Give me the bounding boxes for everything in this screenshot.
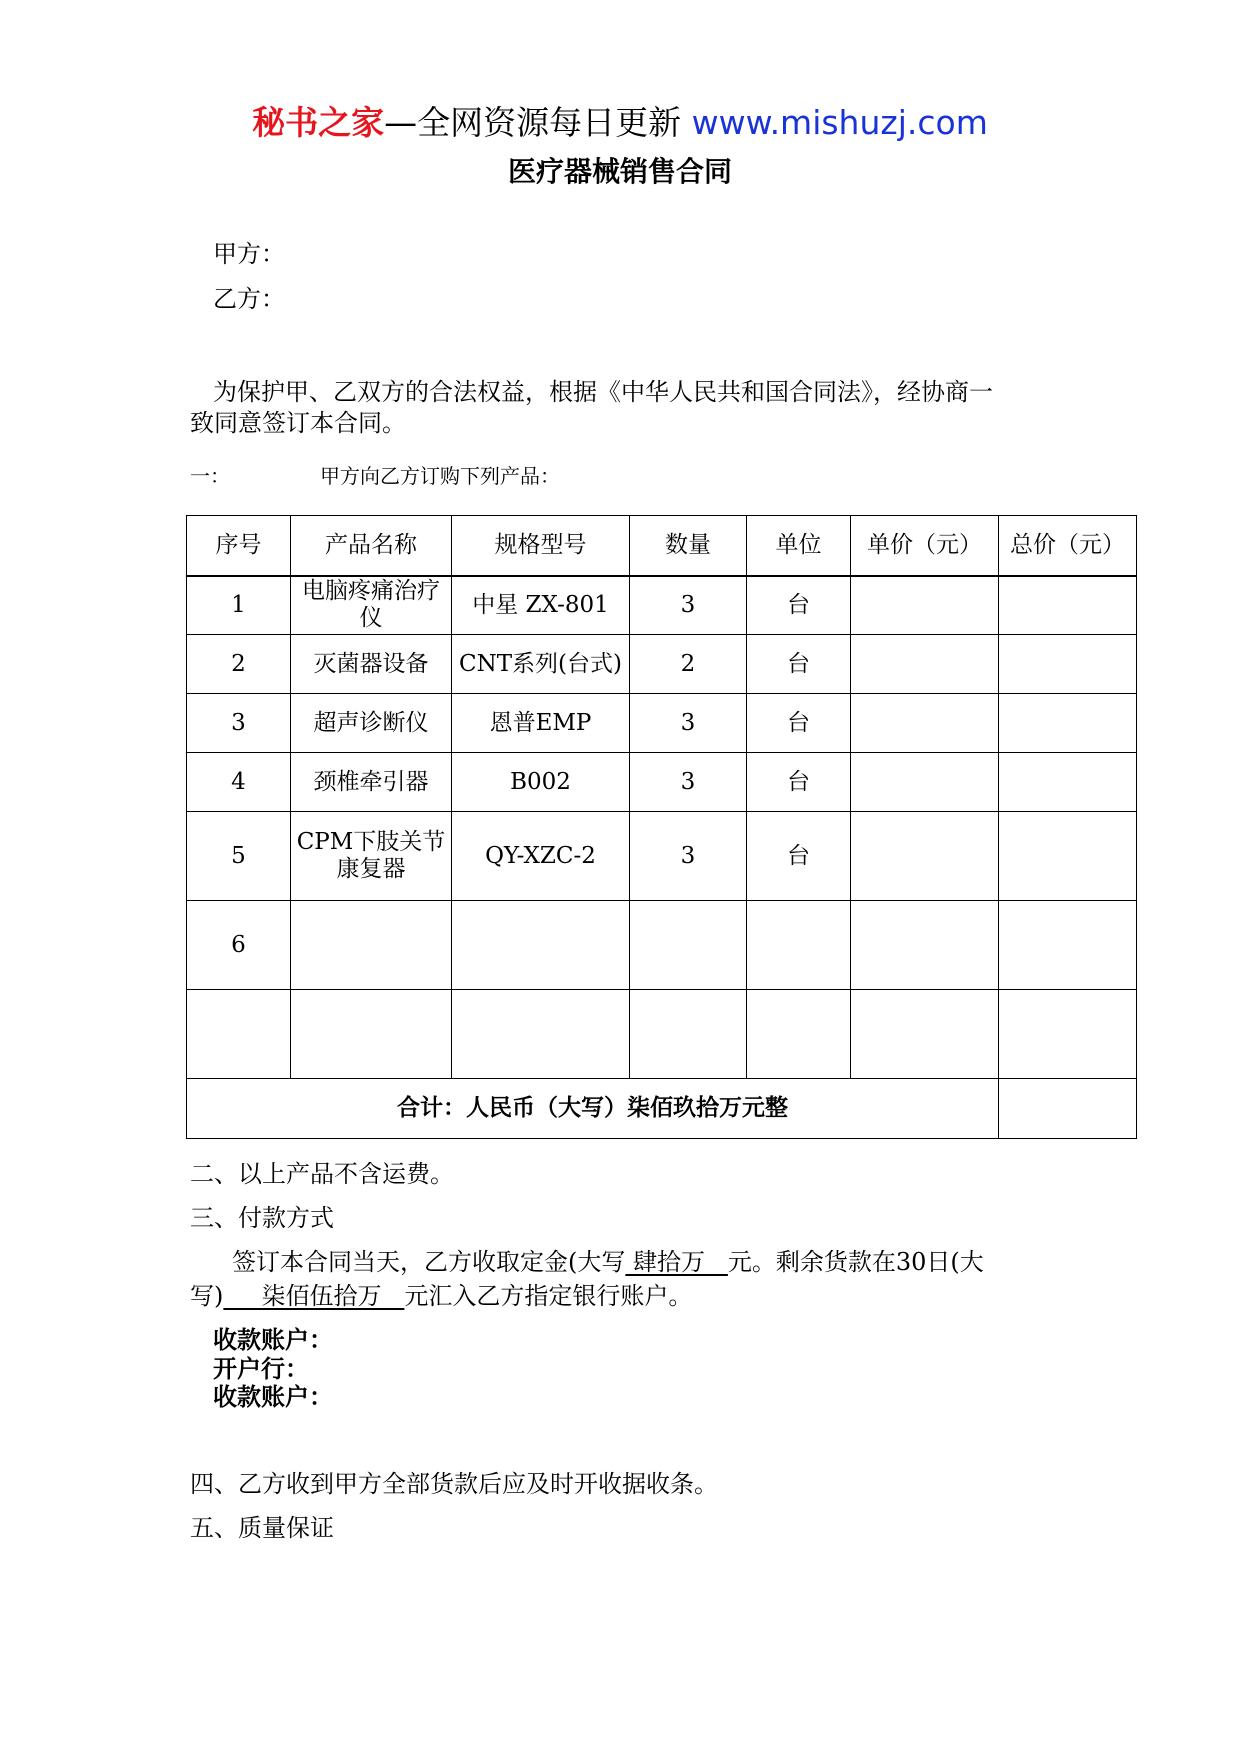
cell-no: 5 [187, 812, 291, 901]
payee-account-label: 收款账户： [213, 1326, 333, 1354]
table-total-row [187, 1079, 1137, 1139]
section-5-heading: 五、质量保证 [190, 1514, 334, 1542]
table-row [187, 901, 1137, 990]
cell-model: 中星 ZX-801 [452, 576, 630, 635]
cell-price [851, 990, 999, 1079]
site-banner [0, 100, 1240, 146]
cell-unit: 台 [747, 753, 851, 812]
cell-total [999, 753, 1137, 812]
product-table [186, 515, 1137, 1139]
payment-terms-line [190, 1280, 692, 1312]
balance-amount: 柒佰伍拾万 [223, 1282, 405, 1310]
section-3-heading: 三、付款方式 [190, 1204, 334, 1232]
cell-name: 灭菌器设备 [291, 635, 452, 694]
cell-unit: 台 [747, 635, 851, 694]
cell-model [452, 901, 630, 990]
cell-qty [630, 901, 747, 990]
total-amount-label: 合计：人民币（大写）柒佰玖拾万元整 [187, 1079, 999, 1139]
column-header-price: 单价（元） [851, 516, 999, 576]
payment-text: 元汇入乙方指定银行账户。 [404, 1282, 693, 1310]
section-1-number: 一： [190, 464, 230, 488]
bank-label: 开户行： [213, 1355, 309, 1383]
cell-total [999, 901, 1137, 990]
cell-price [851, 635, 999, 694]
cell-no: 3 [187, 694, 291, 753]
preamble-line: 致同意签订本合同。 [190, 409, 406, 437]
cell-no [187, 990, 291, 1079]
cell-price [851, 576, 999, 635]
cell-no: 6 [187, 901, 291, 990]
table-row [187, 576, 1137, 635]
cell-price [851, 694, 999, 753]
cell-model [452, 990, 630, 1079]
cell-qty: 3 [630, 694, 747, 753]
column-header-no: 序号 [187, 516, 291, 576]
cell-name [291, 990, 452, 1079]
party-a-label: 甲方： [213, 240, 285, 268]
column-header-name: 产品名称 [291, 516, 452, 576]
cell-unit: 台 [747, 812, 851, 901]
document-title: 医疗器械销售合同 [507, 155, 732, 188]
cell-qty [630, 990, 747, 1079]
table-row [187, 753, 1137, 812]
table-row [187, 694, 1137, 753]
cell-unit: 台 [747, 694, 851, 753]
cell-name: 颈椎牵引器 [291, 753, 452, 812]
receiving-account-label: 收款账户： [213, 1383, 333, 1411]
column-header-model: 规格型号 [452, 516, 630, 576]
payment-terms-line [232, 1246, 984, 1278]
cell-no: 2 [187, 635, 291, 694]
cell-model: CNT系列(台式) [452, 635, 630, 694]
payment-text: 签订本合同当天，乙方收取定金(大写 [232, 1248, 626, 1276]
cell-name [291, 901, 452, 990]
cell-price [851, 901, 999, 990]
cell-price [851, 812, 999, 901]
party-b-label: 乙方： [213, 285, 285, 313]
cell-price [851, 753, 999, 812]
cell-total [999, 694, 1137, 753]
cell-qty: 3 [630, 812, 747, 901]
cell-qty: 3 [630, 753, 747, 812]
total-amount-value [999, 1079, 1137, 1139]
site-brand: 秘书之家 [252, 103, 385, 142]
column-header-qty: 数量 [630, 516, 747, 576]
preamble-line: 为保护甲、乙双方的合法权益，根据《中华人民共和国合同法》，经协商一 [213, 378, 993, 406]
cell-total [999, 635, 1137, 694]
table-row [187, 812, 1137, 901]
payment-text: 元。剩余货款在30日(大 [727, 1248, 984, 1276]
cell-model: 恩普EMP [452, 694, 630, 753]
column-header-unit: 单位 [747, 516, 851, 576]
column-header-total: 总价（元） [999, 516, 1137, 576]
table-header-row [187, 516, 1137, 576]
section-4-text: 四、乙方收到甲方全部货款后应及时开收据收条。 [190, 1470, 718, 1498]
cell-name: 电脑疼痛治疗仪 [291, 576, 452, 635]
cell-total [999, 812, 1137, 901]
table-row [187, 990, 1137, 1079]
cell-model: B002 [452, 753, 630, 812]
site-slogan: —全网资源每日更新 [384, 103, 692, 142]
cell-no: 1 [187, 576, 291, 635]
cell-total [999, 576, 1137, 635]
deposit-amount: 肆拾万 [625, 1248, 728, 1276]
cell-unit: 台 [747, 576, 851, 635]
site-url-link[interactable]: www.mishuzj.com [691, 103, 988, 142]
cell-unit [747, 901, 851, 990]
payment-text: 写) [190, 1282, 224, 1310]
cell-no: 4 [187, 753, 291, 812]
table-row [187, 635, 1137, 694]
cell-qty: 3 [630, 576, 747, 635]
section-2-text: 二、以上产品不含运费。 [190, 1160, 454, 1188]
cell-unit [747, 990, 851, 1079]
cell-total [999, 990, 1137, 1079]
cell-model: QY-XZC-2 [452, 812, 630, 901]
section-1-heading: 甲方向乙方订购下列产品： [320, 464, 560, 488]
cell-name: 超声诊断仪 [291, 694, 452, 753]
cell-name: CPM下肢关节康复器 [291, 812, 452, 901]
cell-qty: 2 [630, 635, 747, 694]
